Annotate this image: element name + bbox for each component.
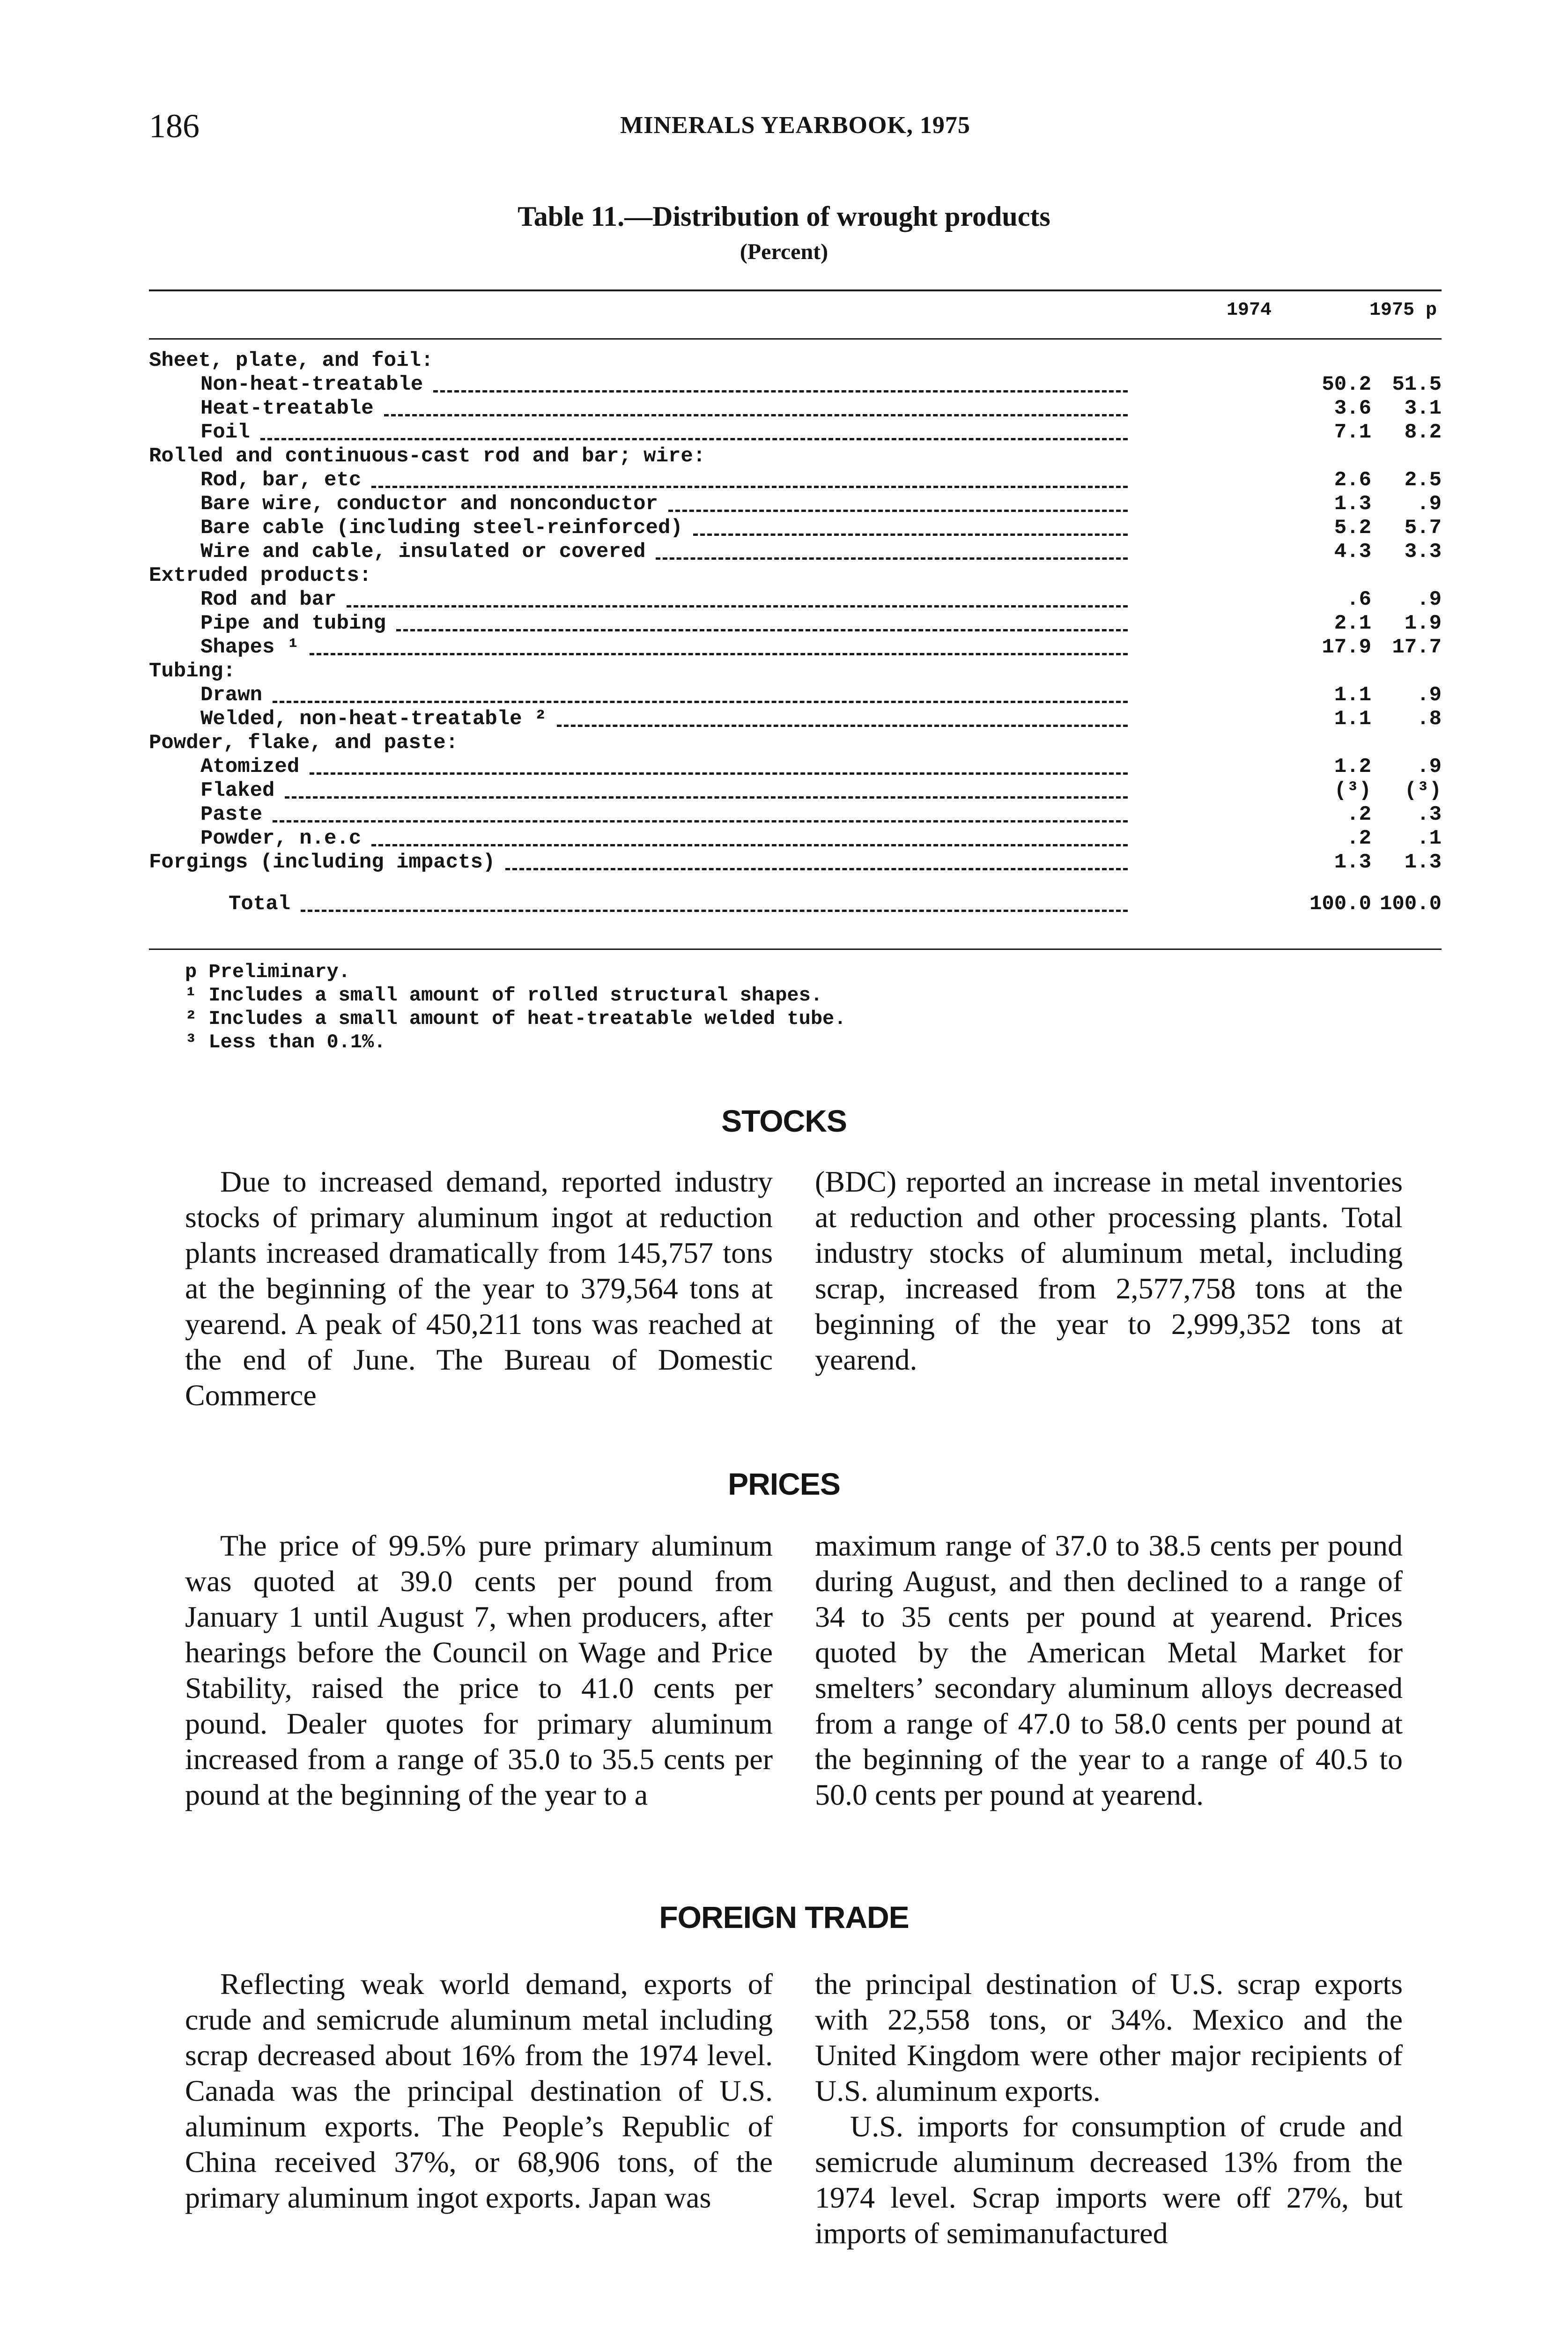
row-label: Flaked bbox=[200, 779, 275, 802]
footnote: ³ Less than 0.1%. bbox=[185, 1031, 386, 1053]
row-label: Shapes ¹ bbox=[200, 636, 300, 659]
dot-leader bbox=[273, 701, 1128, 703]
table-title: Table 11.—Distribution of wrought products bbox=[518, 201, 1050, 232]
value-1975-text: 5.7 bbox=[1404, 516, 1442, 540]
trade-column-left bbox=[185, 1966, 773, 2216]
table-header-rule bbox=[149, 338, 1442, 340]
value-1974: 100.0 bbox=[1309, 892, 1371, 916]
trade-column-right bbox=[815, 1966, 1403, 2251]
value-1975-text: .9 bbox=[1417, 683, 1442, 707]
value-1974: 17.9 bbox=[1322, 636, 1371, 659]
table-row bbox=[149, 779, 1442, 803]
column-header-1974: 1974 bbox=[1226, 300, 1272, 321]
running-header bbox=[149, 107, 1442, 149]
table-row bbox=[149, 492, 1442, 516]
stocks-column-right bbox=[815, 1164, 1403, 1378]
value-1975-text: .1 bbox=[1417, 827, 1442, 850]
table-group-row bbox=[149, 564, 1442, 588]
column-header-1975: 1975 p bbox=[1369, 300, 1437, 321]
value-1975-text: (³) bbox=[1404, 779, 1442, 802]
footnote: p Preliminary. bbox=[185, 961, 350, 983]
value-1975-text: .3 bbox=[1417, 803, 1442, 826]
table-group-row bbox=[149, 445, 1442, 468]
dot-leader bbox=[301, 910, 1128, 912]
row-label: Drawn bbox=[200, 683, 263, 707]
paragraph: The price of 99.5% pure primary aluminum was quoted at 39.0 cents per pound from January 1 until August 7, when producers, after hearings before the Council on Wage and Price Stability, raised the price to 41.0 cents per pound. Dealer quotes for primary aluminum increased from a range of 35.0 to 35.5 cents per pound at the beginning of the year to a bbox=[185, 1529, 773, 1811]
dot-leader bbox=[656, 557, 1128, 560]
dot-leader bbox=[396, 629, 1128, 631]
value-1974: (³) bbox=[1334, 779, 1371, 802]
table-group-row bbox=[149, 660, 1442, 683]
table-row bbox=[149, 373, 1442, 397]
value-1974: .2 bbox=[1346, 827, 1371, 850]
row-label: Atomized bbox=[200, 755, 300, 778]
value-1975-text: 100.0 bbox=[1379, 892, 1442, 916]
dot-leader bbox=[260, 438, 1128, 440]
section-heading-prices: PRICES bbox=[728, 1467, 840, 1501]
value-1974: 1.3 bbox=[1334, 851, 1371, 874]
value-1974: 5.2 bbox=[1334, 516, 1371, 540]
row-label: Foil bbox=[200, 421, 250, 444]
row-label: Heat-treatable bbox=[200, 397, 374, 420]
page-number: 186 bbox=[149, 107, 200, 145]
paragraph: (BDC) reported an increase in metal inventories at reduction and other processing plants. Total industry stocks of aluminum metal, including scrap, increased from 2,577,758 tons at the beginning of the year to 2,999,352 tons at yearend. bbox=[815, 1165, 1403, 1376]
row-label: Powder, n.e.c bbox=[200, 827, 362, 850]
section-heading-foreign-trade: FOREIGN TRADE bbox=[659, 1900, 909, 1934]
table-group-row bbox=[149, 349, 1442, 373]
row-label: Forgings (including impacts) bbox=[149, 851, 496, 874]
value-1975-text: 51.5 bbox=[1392, 373, 1442, 396]
value-1975-text: 3.1 bbox=[1404, 397, 1442, 420]
running-title: MINERALS YEARBOOK, 1975 bbox=[620, 112, 970, 139]
dot-leader bbox=[557, 725, 1128, 727]
table-group-row bbox=[149, 851, 1442, 875]
table-row bbox=[149, 516, 1442, 540]
row-label: Paste bbox=[200, 803, 263, 826]
table-bottom-rule bbox=[149, 949, 1442, 950]
value-1974: 4.3 bbox=[1334, 540, 1371, 563]
row-label: Sheet, plate, and foil: bbox=[149, 349, 434, 372]
row-label: Rod and bar bbox=[200, 588, 337, 611]
row-label: Non-heat-treatable bbox=[200, 373, 423, 396]
row-label: Tubing: bbox=[149, 660, 236, 683]
value-1974: 50.2 bbox=[1322, 373, 1371, 396]
paragraph: Due to increased demand, reported industry stocks of primary aluminum ingot at reduction plants increased dramatically from 145,757 tons at the beginning of the year to 379,564 tons at yearend. A peak of 450,211 tons was reached at the end of June. The Bureau of Domestic Commerce bbox=[185, 1165, 773, 1412]
row-label: Bare wire, conductor and nonconductor bbox=[200, 492, 658, 516]
dot-leader bbox=[285, 796, 1128, 799]
value-1974: 3.6 bbox=[1334, 397, 1371, 420]
table-row bbox=[149, 468, 1442, 492]
row-label: Bare cable (including steel-reinforced) bbox=[200, 516, 683, 540]
table-row bbox=[149, 683, 1442, 707]
paragraph: the principal destination of U.S. scrap exports with 22,558 tons, or 34%. Mexico and the United Kingdom were other major recipients of U.S. aluminum exports. bbox=[815, 1967, 1403, 2107]
row-label: Pipe and tubing bbox=[200, 612, 386, 635]
value-1975-text: 17.7 bbox=[1392, 636, 1442, 659]
table-row bbox=[149, 636, 1442, 660]
section-heading-stocks: STOCKS bbox=[721, 1104, 847, 1138]
paragraph: U.S. imports for consumption of crude and semicrude aluminum decreased 13% from the 1974 level. Scrap imports were off 27%, but imports of semimanufactured bbox=[815, 2110, 1403, 2250]
value-1974: 2.6 bbox=[1334, 468, 1371, 492]
value-1975-text: .9 bbox=[1417, 755, 1442, 778]
prices-column-left bbox=[185, 1528, 773, 1813]
row-label: Rod, bar, etc bbox=[200, 468, 362, 492]
row-label: Welded, non-heat-treatable ² bbox=[200, 707, 547, 731]
dot-leader bbox=[433, 390, 1128, 393]
row-label: Rolled and continuous-cast rod and bar; wire: bbox=[149, 445, 706, 468]
table-row bbox=[149, 588, 1442, 612]
table-row bbox=[149, 707, 1442, 731]
dot-leader bbox=[384, 414, 1128, 416]
paragraph: maximum range of 37.0 to 38.5 cents per pound during August, and then declined to a range of 34 to 35 cents per pound at yearend. Prices quoted by the American Metal Market for smelters’ secondary aluminum alloys decreased from a range of 47.0 to 58.0 cents per pound at the beginning of the year to a range of 40.5 to 50.0 cents per pound at yearend. bbox=[815, 1529, 1403, 1811]
table-subtitle: (Percent) bbox=[740, 239, 828, 264]
dot-leader bbox=[371, 486, 1128, 488]
table-group-row bbox=[149, 731, 1442, 755]
row-label: Powder, flake, and paste: bbox=[149, 731, 459, 755]
paragraph: Reflecting weak world demand, exports of crude and semicrude aluminum metal including scrap decreased about 16% from the 1974 level. Canada was the principal destination of U.S. aluminum exports. The People’s Republic of China received 37%, or 68,906 tons, of the primary aluminum ingot exports. Japan was bbox=[185, 1967, 773, 2214]
value-1974: .6 bbox=[1346, 588, 1371, 611]
dot-leader bbox=[371, 844, 1128, 846]
value-1974: 1.1 bbox=[1334, 707, 1371, 731]
footnote: ¹ Includes a small amount of rolled structural shapes. bbox=[185, 984, 823, 1007]
value-1975-text: 2.5 bbox=[1404, 468, 1442, 492]
table-footnotes bbox=[185, 960, 846, 1054]
value-1974: .2 bbox=[1346, 803, 1371, 826]
row-label: Total bbox=[229, 892, 291, 916]
value-1975-text: .9 bbox=[1417, 492, 1442, 516]
prices-column-right bbox=[815, 1528, 1403, 1813]
dot-leader bbox=[505, 868, 1128, 870]
dot-leader bbox=[693, 534, 1128, 536]
table-top-rule bbox=[149, 289, 1442, 291]
row-label: Extruded products: bbox=[149, 564, 372, 587]
value-1974: 7.1 bbox=[1334, 421, 1371, 444]
footnote: ² Includes a small amount of heat-treatable welded tube. bbox=[185, 1008, 846, 1030]
table-row bbox=[149, 827, 1442, 851]
row-label: Wire and cable, insulated or covered bbox=[200, 540, 646, 563]
table-row bbox=[149, 421, 1442, 445]
table-row bbox=[149, 612, 1442, 636]
value-1974: 1.1 bbox=[1334, 683, 1371, 707]
table-total-row bbox=[149, 892, 1442, 916]
value-1974: 2.1 bbox=[1334, 612, 1371, 635]
value-1975-text: 8.2 bbox=[1404, 421, 1442, 444]
stocks-column-left bbox=[185, 1164, 773, 1413]
value-1975-text: 1.3 bbox=[1404, 851, 1442, 874]
value-1974: 1.2 bbox=[1334, 755, 1371, 778]
table-row bbox=[149, 755, 1442, 779]
dot-leader bbox=[273, 820, 1128, 823]
table-row bbox=[149, 397, 1442, 421]
distribution-table bbox=[149, 349, 1442, 916]
table-row bbox=[149, 803, 1442, 827]
value-1975-text: 1.9 bbox=[1404, 612, 1442, 635]
table-row bbox=[149, 540, 1442, 564]
dot-leader bbox=[347, 605, 1128, 608]
dot-leader bbox=[668, 510, 1128, 512]
value-1975-text: .8 bbox=[1417, 707, 1442, 731]
value-1975-text: 3.3 bbox=[1404, 540, 1442, 563]
value-1974: 1.3 bbox=[1334, 492, 1371, 516]
dot-leader bbox=[310, 772, 1128, 775]
dot-leader bbox=[310, 653, 1128, 655]
value-1975-text: .9 bbox=[1417, 588, 1442, 611]
